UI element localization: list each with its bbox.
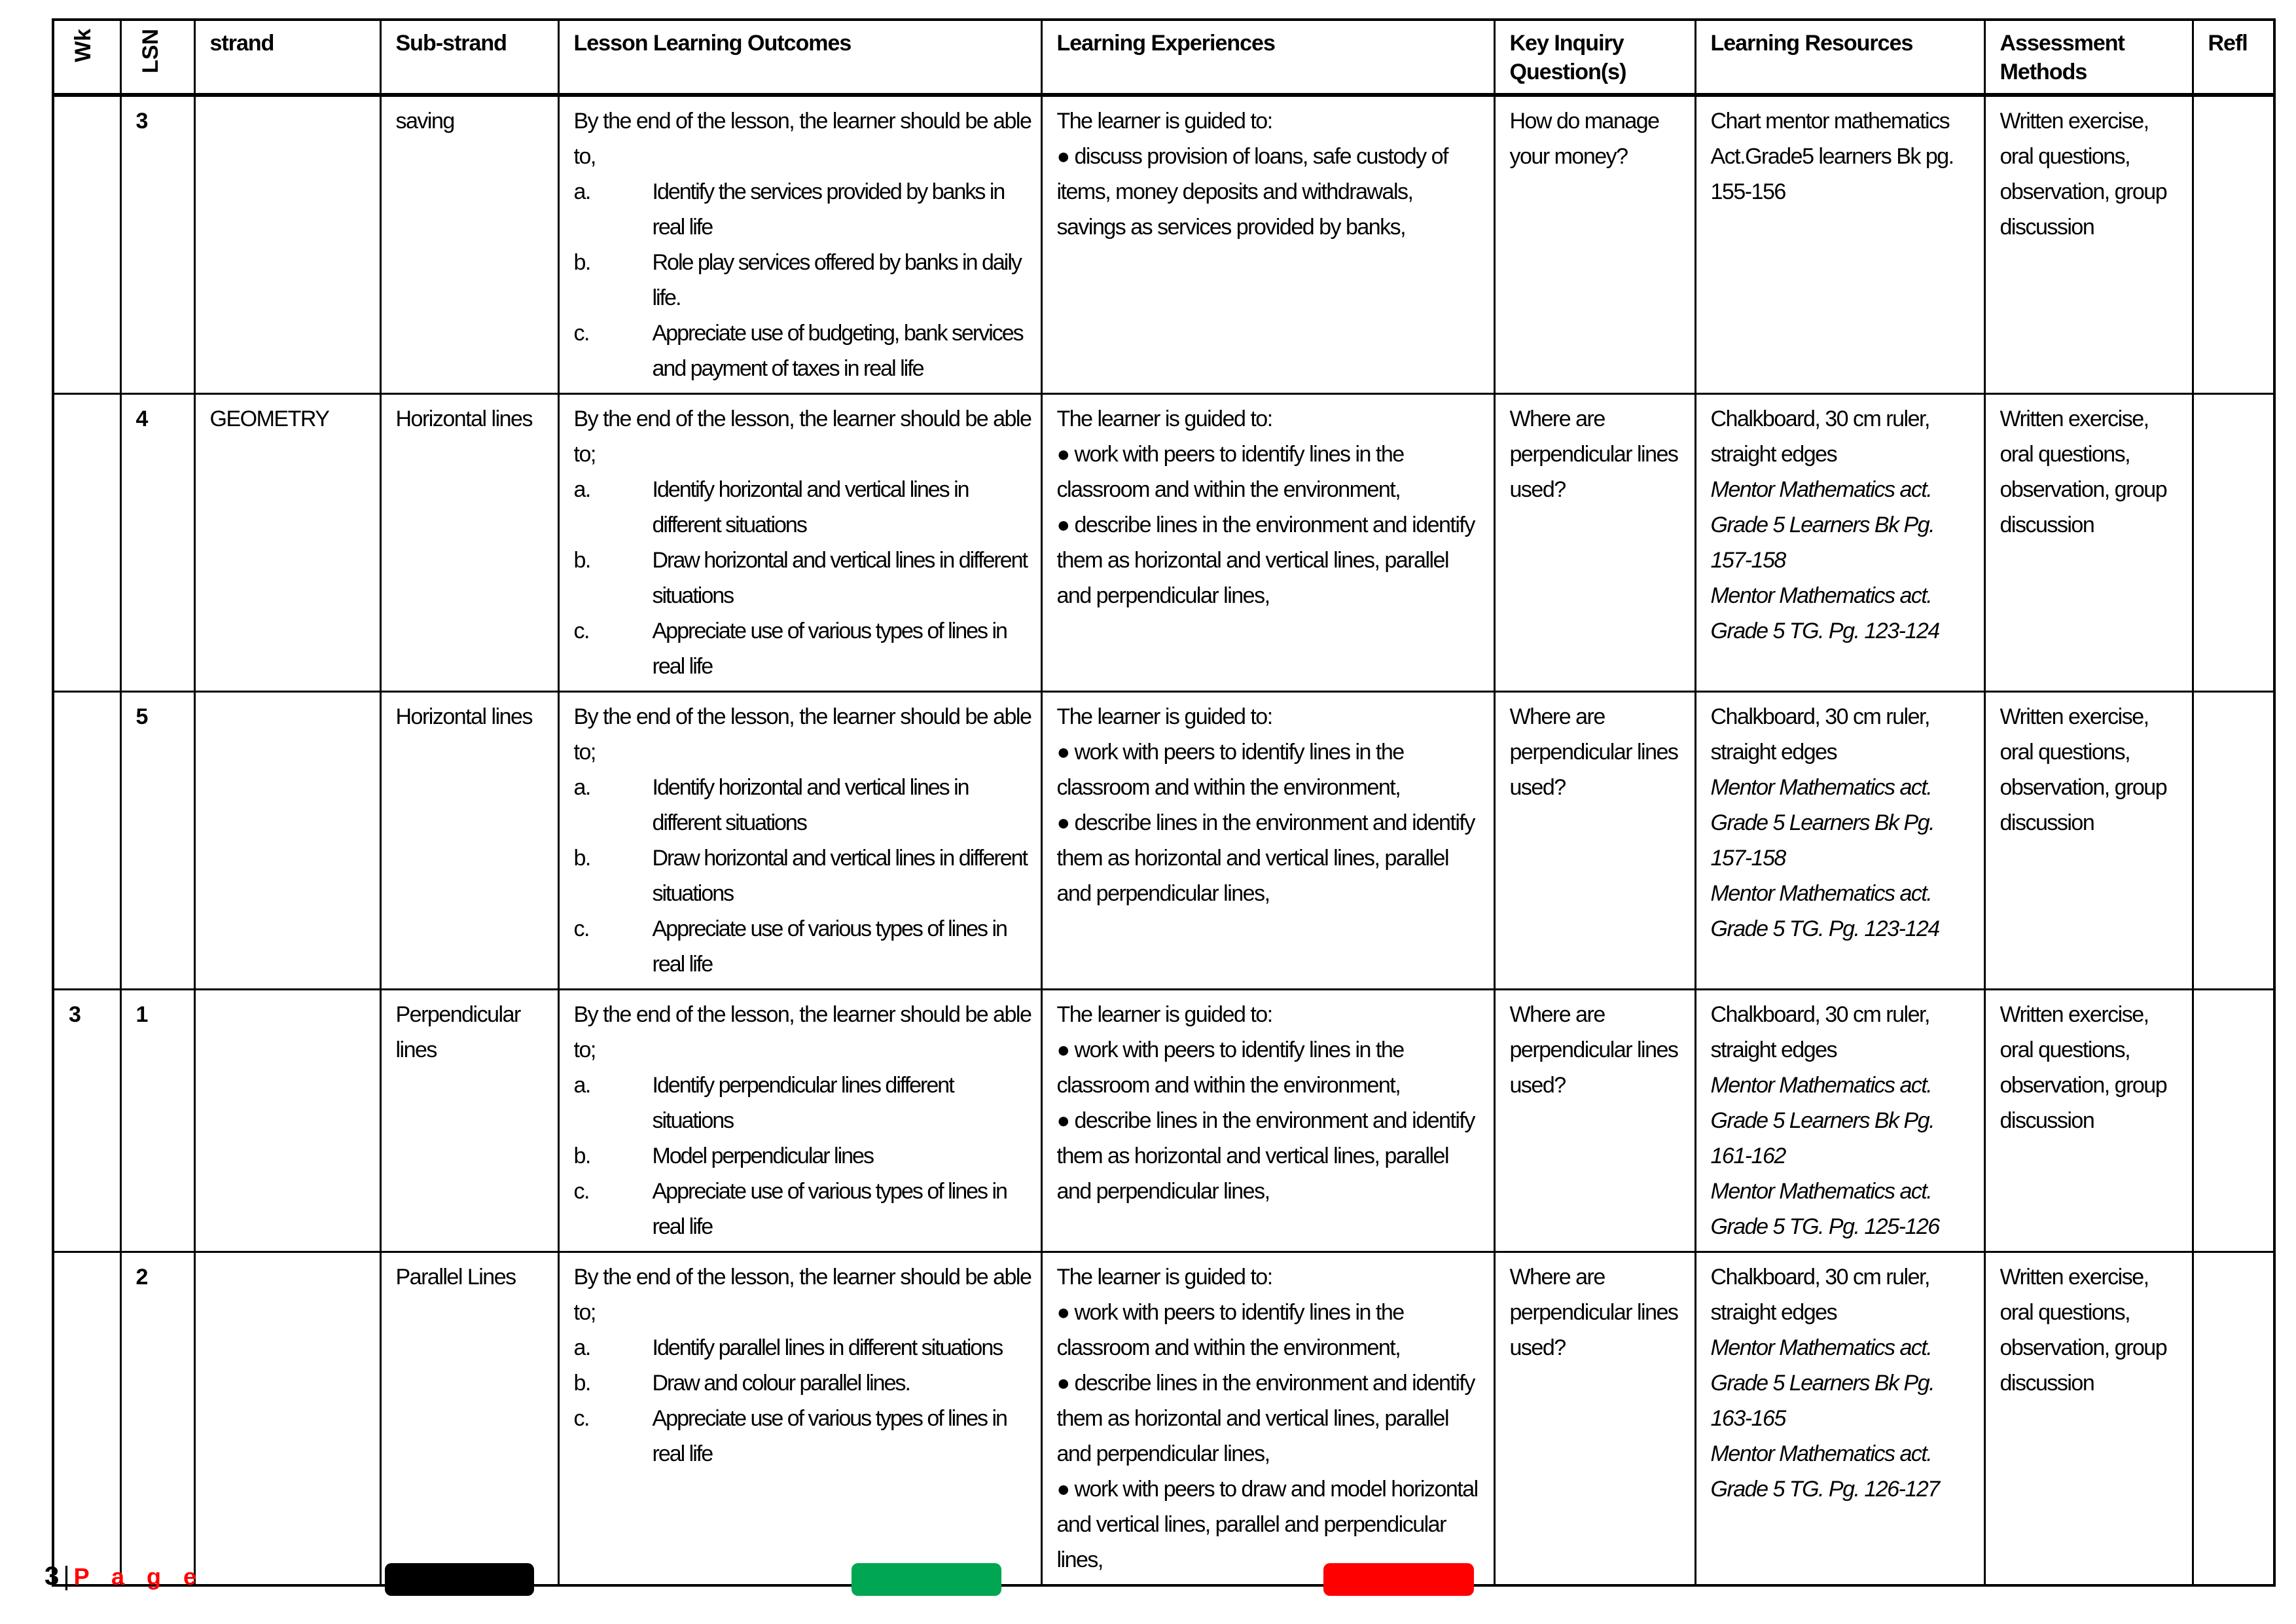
cell-lsn: 1 bbox=[120, 990, 194, 1252]
cell-strand: GEOMETRY bbox=[194, 394, 380, 692]
page-word: P a g e bbox=[73, 1563, 205, 1590]
resource-line: Mentor Mathematics act. Grade 5 Learners Bk Pg. 157-158 bbox=[1710, 477, 1935, 573]
outcome-list-marker: b. bbox=[573, 846, 590, 871]
outcome-list-item bbox=[574, 1330, 1033, 1365]
column-header-resources: Learning Resources bbox=[1695, 20, 1984, 95]
outcome-list-item bbox=[574, 245, 1033, 316]
experiences-intro: The learner is guided to: bbox=[1056, 1002, 1272, 1027]
cell-lsn: 2 bbox=[120, 1252, 194, 1586]
column-header-key-inquiry: Key Inquiry Question(s) bbox=[1494, 20, 1695, 95]
resource-line: 155-156 bbox=[1710, 179, 1785, 204]
cell-key-inquiry-question: Where are perpendicular lines used? bbox=[1494, 692, 1695, 990]
outcome-list-marker: a. bbox=[573, 1073, 590, 1098]
experience-bullet: ● describe lines in the environment and identify them as horizontal and vertical lines, parallel and perpendicular lines, bbox=[1056, 1108, 1475, 1204]
experiences-intro: The learner is guided to: bbox=[1056, 109, 1272, 134]
cell-key-inquiry-question: Where are perpendicular lines used? bbox=[1494, 990, 1695, 1252]
cell-wk bbox=[53, 394, 120, 692]
outcomes-intro: By the end of the lesson, the learner should be able to; bbox=[573, 1265, 1031, 1325]
outcome-list-text: Appreciate use of various types of lines in real life bbox=[652, 1406, 1007, 1466]
resource-line: Mentor Mathematics act. Grade 5 Learners Bk Pg. 161-162 bbox=[1710, 1073, 1935, 1168]
cell-key-inquiry-question: Where are perpendicular lines used? bbox=[1494, 394, 1695, 692]
cell-strand bbox=[194, 692, 380, 990]
table-row bbox=[53, 1252, 2274, 1586]
outcome-list-text: Identify horizontal and vertical lines in different situations bbox=[652, 775, 969, 835]
outcomes-intro: By the end of the lesson, the learner should be able to; bbox=[573, 1002, 1031, 1062]
outcome-list-marker: a. bbox=[573, 179, 590, 204]
outcome-list-marker: c. bbox=[573, 1179, 589, 1204]
cell-assessment-methods: Written exercise, oral questions, observation, group discussion bbox=[1984, 1252, 2193, 1586]
cell-refl bbox=[2193, 692, 2274, 990]
outcome-list-item bbox=[574, 1401, 1033, 1471]
page-number-separator: | bbox=[63, 1562, 70, 1591]
outcome-list-text: Draw horizontal and vertical lines in different situations bbox=[652, 548, 1027, 608]
outcome-list-marker: c. bbox=[573, 321, 589, 346]
resource-line: Mentor Mathematics act. Grade 5 TG. Pg. 123-124 bbox=[1710, 881, 1939, 941]
table-body bbox=[53, 95, 2274, 1585]
cell-learning-experiences bbox=[1041, 394, 1494, 692]
outcomes-intro: By the end of the lesson, the learner should be able to, bbox=[573, 109, 1031, 169]
outcome-list-item bbox=[574, 1068, 1033, 1138]
cell-substrand: Perpendicular lines bbox=[380, 990, 558, 1252]
resource-line: Mentor Mathematics act. Grade 5 TG. Pg. 123-124 bbox=[1710, 583, 1939, 643]
table-header bbox=[53, 20, 2274, 95]
resource-line: Mentor Mathematics act. Grade 5 Learners Bk Pg. 163-165 bbox=[1710, 1335, 1935, 1431]
outcome-list-marker: a. bbox=[573, 1335, 590, 1360]
resource-line: Chalkboard, 30 cm ruler, straight edges bbox=[1710, 406, 1929, 467]
table-row bbox=[53, 95, 2274, 394]
resource-line: Mentor Mathematics act. Grade 5 TG. Pg. 126-127 bbox=[1710, 1441, 1939, 1502]
experience-bullet: ● describe lines in the environment and identify them as horizontal and vertical lines, parallel and perpendicular lines, bbox=[1056, 513, 1475, 608]
outcome-list-text: Appreciate use of various types of lines in real life bbox=[652, 1179, 1007, 1239]
cell-learning-resources bbox=[1695, 95, 1984, 394]
outcome-list-text: Identify perpendicular lines different situations bbox=[652, 1073, 954, 1133]
cell-refl bbox=[2193, 95, 2274, 394]
outcome-list-text: Identify parallel lines in different situations bbox=[652, 1335, 1003, 1360]
cell-lsn: 3 bbox=[120, 95, 194, 394]
cell-refl bbox=[2193, 1252, 2274, 1586]
outcomes-intro: By the end of the lesson, the learner should be able to; bbox=[573, 406, 1031, 467]
cell-learning-resources bbox=[1695, 1252, 1984, 1586]
resource-line: Mentor Mathematics act. Grade 5 TG. Pg. 125-126 bbox=[1710, 1179, 1939, 1239]
outcome-list-marker: b. bbox=[573, 250, 590, 275]
experience-bullet: ● work with peers to draw and model horizontal and vertical lines, parallel and perpendicular lines, bbox=[1056, 1477, 1478, 1572]
cell-substrand: Horizontal lines bbox=[380, 394, 558, 692]
table-row bbox=[53, 692, 2274, 990]
experience-bullet: ● work with peers to identify lines in the classroom and within the environment, bbox=[1056, 1300, 1404, 1360]
resource-line: Mentor Mathematics act. Grade 5 Learners Bk Pg. 157-158 bbox=[1710, 775, 1935, 871]
green-highlight-bar bbox=[852, 1563, 1001, 1596]
cell-refl bbox=[2193, 394, 2274, 692]
outcome-list-item bbox=[574, 1138, 1033, 1174]
cell-learning-resources bbox=[1695, 692, 1984, 990]
outcome-list-marker: b. bbox=[573, 1144, 590, 1168]
red-highlight-bar bbox=[1323, 1563, 1474, 1596]
cell-key-inquiry-question: How do manage your money? bbox=[1494, 95, 1695, 394]
experience-bullet: ● work with peers to identify lines in the classroom and within the environment, bbox=[1056, 1038, 1404, 1098]
outcome-list-marker: a. bbox=[573, 477, 590, 502]
cell-lesson-learning-outcomes bbox=[558, 95, 1041, 394]
cell-learning-experiences bbox=[1041, 95, 1494, 394]
column-header-wk bbox=[53, 20, 120, 95]
page-footer bbox=[45, 1557, 204, 1596]
outcome-list-text: Appreciate use of various types of lines in real life bbox=[652, 619, 1007, 679]
resource-line: Chalkboard, 30 cm ruler, straight edges bbox=[1710, 704, 1929, 765]
cell-learning-resources bbox=[1695, 394, 1984, 692]
experiences-intro: The learner is guided to: bbox=[1056, 1265, 1272, 1290]
cell-learning-experiences bbox=[1041, 692, 1494, 990]
cell-lesson-learning-outcomes bbox=[558, 990, 1041, 1252]
cell-refl bbox=[2193, 990, 2274, 1252]
resource-line: Chalkboard, 30 cm ruler, straight edges bbox=[1710, 1265, 1929, 1325]
experience-bullet: ● describe lines in the environment and identify them as horizontal and vertical lines, parallel and perpendicular lines, bbox=[1056, 1371, 1475, 1466]
cell-assessment-methods: Written exercise, oral questions, observation, group discussion bbox=[1984, 692, 2193, 990]
cell-learning-resources bbox=[1695, 990, 1984, 1252]
cell-wk bbox=[53, 692, 120, 990]
outcome-list-text: Role play services offered by banks in daily life. bbox=[652, 250, 1021, 310]
outcome-list-item bbox=[574, 1365, 1033, 1401]
cell-lsn: 4 bbox=[120, 394, 194, 692]
scheme-of-work-table bbox=[52, 18, 2276, 1587]
experiences-intro: The learner is guided to: bbox=[1056, 704, 1272, 729]
outcome-list-item bbox=[574, 1174, 1033, 1244]
outcome-list-text: Identify horizontal and vertical lines in different situations bbox=[652, 477, 969, 537]
column-header-assessment: Assessment Methods bbox=[1984, 20, 2193, 95]
experience-bullet: ● describe lines in the environment and identify them as horizontal and vertical lines, parallel and perpendicular lines, bbox=[1056, 810, 1475, 906]
wk-header-label: Wk bbox=[71, 29, 96, 62]
outcome-list-item bbox=[574, 613, 1033, 684]
outcome-list-item bbox=[574, 472, 1033, 543]
column-header-refl: Refl bbox=[2193, 20, 2274, 95]
column-header-outcomes: Lesson Learning Outcomes bbox=[558, 20, 1041, 95]
cell-wk bbox=[53, 95, 120, 394]
outcome-list-text: Identify the services provided by banks in real life bbox=[652, 179, 1005, 240]
cell-wk bbox=[53, 1252, 120, 1586]
cell-substrand: Parallel Lines bbox=[380, 1252, 558, 1586]
cell-strand bbox=[194, 1252, 380, 1586]
outcome-list-item bbox=[574, 770, 1033, 840]
column-header-substrand: Sub-strand bbox=[380, 20, 558, 95]
cell-lsn: 5 bbox=[120, 692, 194, 990]
outcome-list-text: Draw horizontal and vertical lines in different situations bbox=[652, 846, 1027, 906]
outcome-list-text: Appreciate use of budgeting, bank services and payment of taxes in real life bbox=[652, 321, 1023, 381]
cell-key-inquiry-question: Where are perpendicular lines used? bbox=[1494, 1252, 1695, 1586]
cell-assessment-methods: Written exercise, oral questions, observation, group discussion bbox=[1984, 394, 2193, 692]
lsn-header-label: LSN bbox=[137, 29, 163, 73]
cell-wk: 3 bbox=[53, 990, 120, 1252]
resource-line: Chart mentor mathematics Act.Grade5 learners Bk pg. bbox=[1710, 109, 1954, 169]
cell-lesson-learning-outcomes bbox=[558, 692, 1041, 990]
experience-bullet: ● work with peers to identify lines in the classroom and within the environment, bbox=[1056, 740, 1404, 800]
outcome-list-marker: c. bbox=[573, 1406, 589, 1431]
experience-bullet: ● work with peers to identify lines in the classroom and within the environment, bbox=[1056, 442, 1404, 502]
black-highlight-bar bbox=[385, 1563, 534, 1596]
cell-strand bbox=[194, 990, 380, 1252]
resource-line: Chalkboard, 30 cm ruler, straight edges bbox=[1710, 1002, 1929, 1062]
outcome-list-item bbox=[574, 316, 1033, 386]
cell-lesson-learning-outcomes bbox=[558, 394, 1041, 692]
cell-lesson-learning-outcomes bbox=[558, 1252, 1041, 1586]
table-row bbox=[53, 394, 2274, 692]
header-row bbox=[53, 20, 2274, 95]
column-header-lsn bbox=[120, 20, 194, 95]
cell-assessment-methods: Written exercise, oral questions, observation, group discussion bbox=[1984, 990, 2193, 1252]
outcome-list-marker: b. bbox=[573, 548, 590, 573]
cell-strand bbox=[194, 95, 380, 394]
cell-assessment-methods: Written exercise, oral questions, observation, group discussion bbox=[1984, 95, 2193, 394]
cell-learning-experiences bbox=[1041, 990, 1494, 1252]
outcome-list-marker: c. bbox=[573, 916, 589, 941]
column-header-experiences: Learning Experiences bbox=[1041, 20, 1494, 95]
experience-bullet: ● discuss provision of loans, safe custody of items, money deposits and withdrawals, savings as services provided by banks, bbox=[1056, 144, 1448, 240]
outcome-list-text: Appreciate use of various types of lines in real life bbox=[652, 916, 1007, 977]
outcome-list-marker: b. bbox=[573, 1371, 590, 1396]
outcome-list-item bbox=[574, 840, 1033, 911]
outcome-list-item bbox=[574, 174, 1033, 245]
cell-substrand: saving bbox=[380, 95, 558, 394]
column-header-strand: strand bbox=[194, 20, 380, 95]
outcomes-intro: By the end of the lesson, the learner should be able to; bbox=[573, 704, 1031, 765]
cell-substrand: Horizontal lines bbox=[380, 692, 558, 990]
outcome-list-marker: c. bbox=[573, 619, 589, 643]
outcome-list-marker: a. bbox=[573, 775, 590, 800]
experiences-intro: The learner is guided to: bbox=[1056, 406, 1272, 431]
outcome-list-item bbox=[574, 911, 1033, 982]
table-row bbox=[53, 990, 2274, 1252]
outcome-list-item bbox=[574, 543, 1033, 613]
cell-learning-experiences bbox=[1041, 1252, 1494, 1586]
page-number: 3 bbox=[45, 1562, 60, 1591]
outcome-list-text: Draw and colour parallel lines. bbox=[652, 1371, 910, 1396]
outcome-list-text: Model perpendicular lines bbox=[652, 1144, 873, 1168]
